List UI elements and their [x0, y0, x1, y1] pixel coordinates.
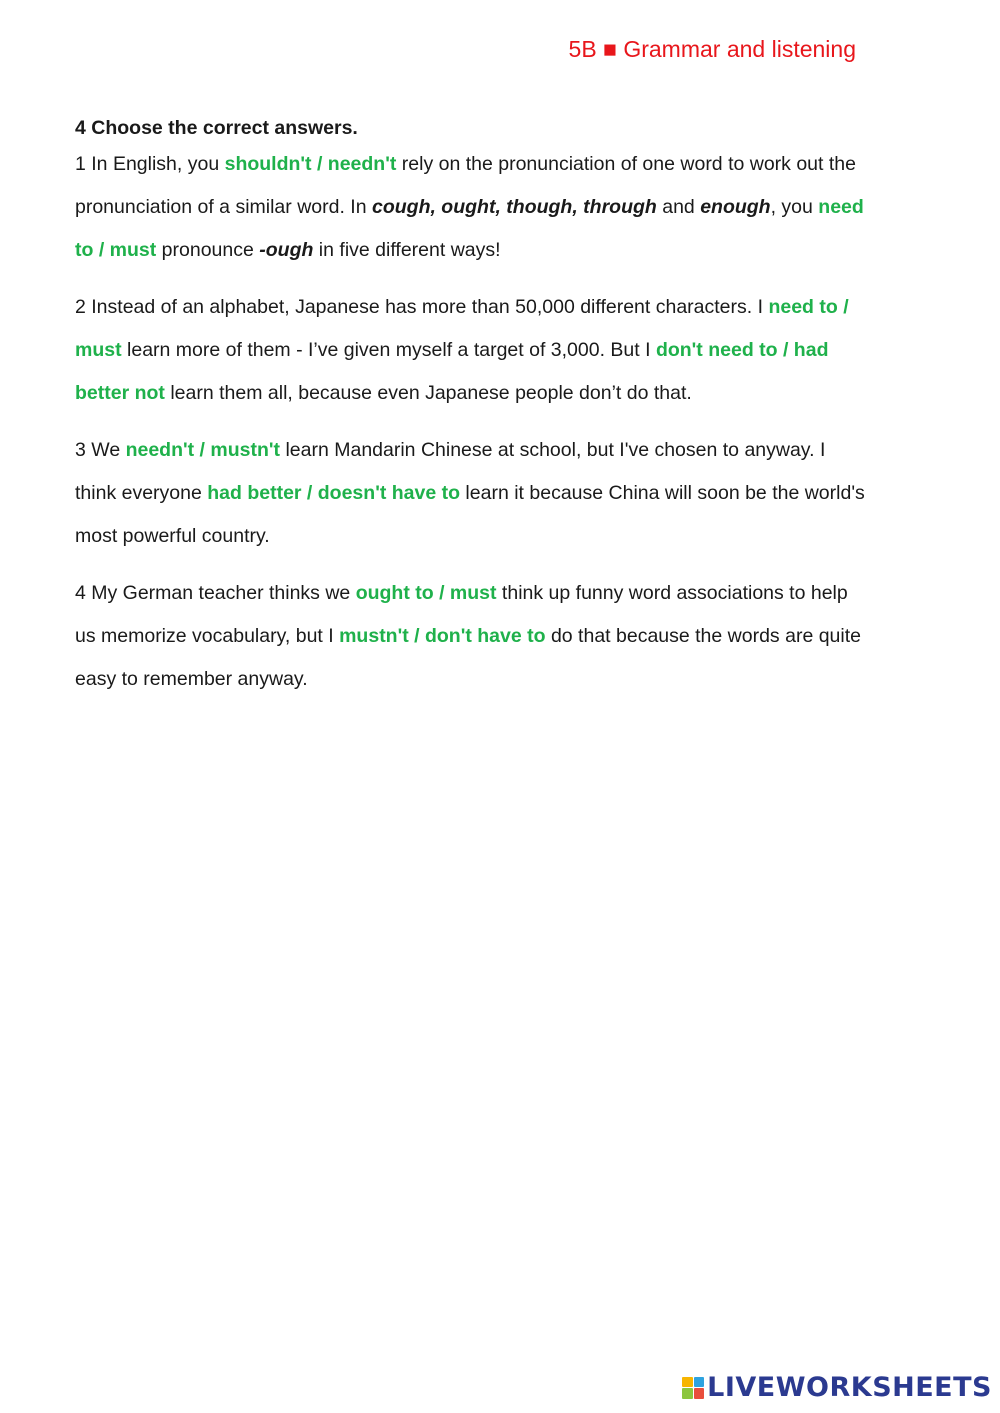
exercise-item-2	[75, 286, 865, 415]
page-header: 5B ■ Grammar and listening	[568, 36, 856, 62]
exercise-item-1	[75, 143, 865, 272]
item-text: rely on the pronunciation of one word to work out the pronunciation of a similar word. In	[75, 153, 856, 218]
item-text: 1 In English, you	[75, 153, 225, 175]
item-text: and	[656, 196, 701, 218]
exercise-item-4	[75, 572, 865, 701]
answer-choice[interactable]: shouldn't / needn't	[224, 153, 397, 175]
item-text: , you	[770, 196, 819, 218]
liveworksheets-logo[interactable]	[682, 1372, 992, 1403]
answer-choice[interactable]: needn't / mustn't	[125, 439, 281, 461]
item-text: do that because the words are quite easy to remember anyway.	[75, 625, 861, 690]
item-text: 2 Instead of an alphabet, Japanese has more than 50,000 different characters. I	[75, 296, 769, 318]
answer-choice[interactable]: mustn't / don't have to	[339, 625, 546, 647]
item-text: 3 We	[75, 439, 126, 461]
emphasized-words: enough	[700, 196, 771, 218]
answer-choice[interactable]: need to / must	[75, 196, 864, 261]
liveworksheets-logo-icon	[682, 1377, 704, 1399]
answer-choice[interactable]: need to / must	[75, 296, 849, 361]
item-text: learn them all, because even Japanese people don’t do that.	[164, 382, 692, 404]
emphasized-words: -ough	[259, 239, 314, 261]
emphasized-words: cough, ought, though, through	[371, 196, 657, 218]
logo-text: LIVEWORKSHEETS	[707, 1372, 992, 1403]
item-text: learn it because China will soon be the world's most powerful country.	[75, 482, 865, 547]
item-text: learn Mandarin Chinese at school, but I've chosen to anyway. I think everyone	[75, 439, 826, 504]
item-text: think up funny word associations to help us memorize vocabulary, but I	[75, 582, 848, 647]
exercise-content	[75, 114, 865, 715]
answer-choice[interactable]: ought to / must	[355, 582, 497, 604]
answer-choice[interactable]: don't need to / had better not	[75, 339, 829, 404]
item-text: pronounce	[156, 239, 260, 261]
item-text: 4 My German teacher thinks we	[75, 582, 356, 604]
exercise-item-3	[75, 429, 865, 558]
exercise-title: 4 Choose the correct answers.	[75, 117, 358, 139]
answer-choice[interactable]: had better / doesn't have to	[207, 482, 461, 504]
item-text: learn more of them - I’ve given myself a target of 3,000. But I	[121, 339, 656, 361]
item-text: in five different ways!	[313, 239, 501, 261]
